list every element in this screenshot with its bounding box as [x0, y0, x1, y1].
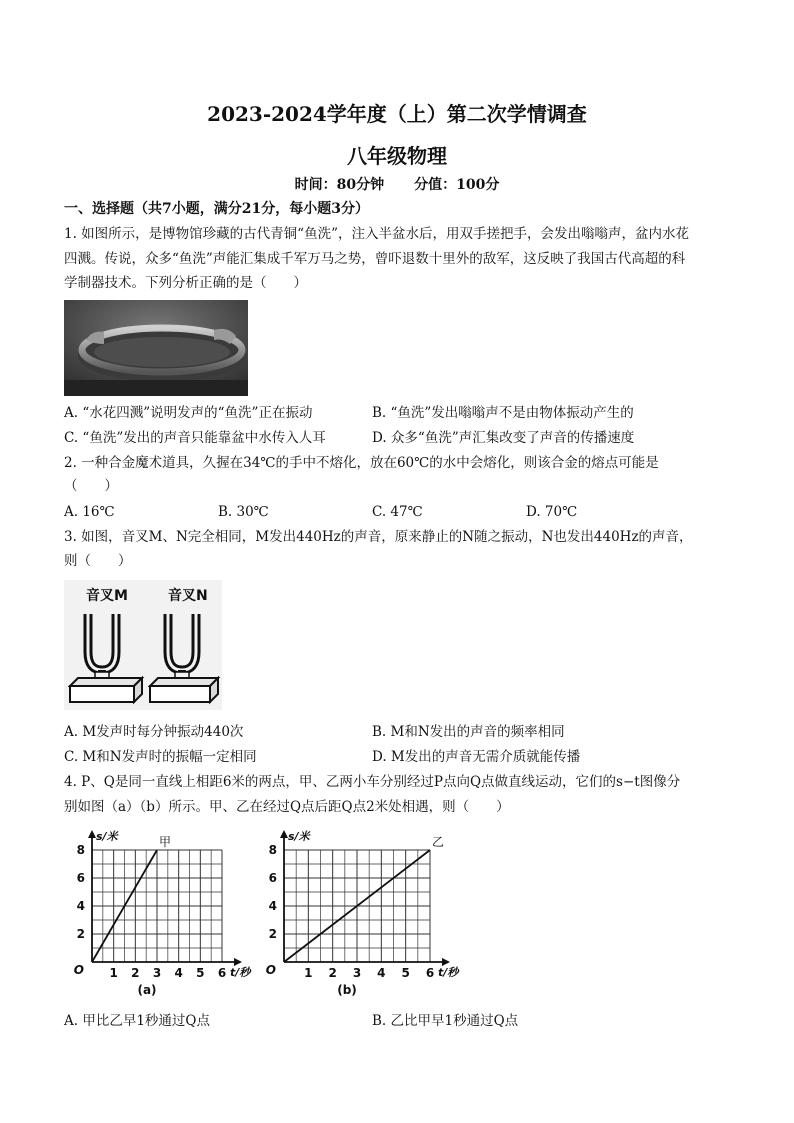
q2-line-1: 2. 一种合金魔术道具，久握在34℃的手中不熔化，放在60℃的水中会熔化，则该合金的熔点可能是 — [64, 455, 659, 471]
x-tick-label: 5 — [196, 966, 205, 980]
q3-option-b[interactable]: B. M和N发出的声音的频率相同 — [372, 724, 565, 740]
y-axis-arrow — [88, 830, 96, 838]
fork-m-label: 音叉M — [86, 588, 128, 604]
origin-label: O — [73, 963, 84, 977]
x-tick-label: 6 — [425, 966, 435, 980]
x-tick-label: 4 — [174, 966, 183, 980]
y-tick-label: 8 — [76, 843, 85, 857]
q1-line-2: 四溅。传说，众多“鱼洗”声能汇集成千军万马之势，曾吓退数十里外的敌军，这反映了我国古代高超的科 — [64, 251, 686, 267]
q4-option-b[interactable]: B. 乙比甲早1秒通过Q点 — [372, 1013, 519, 1029]
q4-line-1: 4. P、Q是同一直线上相距6米的两点，甲、乙两小车分别经过P点向Q点做直线运动，它们的s−t图像分 — [64, 774, 681, 790]
series-label: 甲 — [159, 835, 172, 849]
y-tick-label: 2 — [268, 927, 277, 941]
q3-line-2: 则（ ） — [64, 553, 132, 569]
y-axis-label: s/米 — [288, 830, 310, 843]
grid — [92, 850, 222, 962]
time-label: 时间：80分钟 — [294, 177, 385, 193]
q3-line-1: 3. 如图，音叉M、N完全相同，M发出440Hz的声音，原来静止的N随之振动，N也发出440Hz的声音， — [64, 529, 693, 545]
exam-subject: 八年级物理 — [347, 144, 447, 168]
x-tick-label: 1 — [109, 966, 118, 980]
q1-option-a[interactable]: A. “水花四溅”说明发声的“鱼洗”正在振动 — [64, 405, 313, 421]
q4-option-a[interactable]: A. 甲比乙早1秒通过Q点 — [64, 1013, 210, 1029]
q4-line-2: 别如图（a）（b）所示。甲、乙在经过Q点后距Q点2米处相遇，则（ ） — [64, 799, 510, 815]
x-tick-label: 2 — [328, 966, 337, 980]
q1-line-3: 学制器技术。下列分析正确的是（ ） — [64, 275, 307, 291]
x-axis-label: t/秒 — [230, 966, 251, 979]
chart-caption: (a) — [137, 983, 157, 997]
st-graph-b — [258, 826, 470, 998]
x-axis-label: t/秒 — [438, 966, 459, 979]
y-tick-label: 4 — [76, 899, 85, 913]
x-tick-label: 5 — [401, 966, 410, 980]
origin-label: O — [265, 963, 276, 977]
q2-option-c[interactable]: C. 47℃ — [372, 504, 423, 520]
fork-n-label: 音叉N — [168, 588, 208, 604]
st-graph-a — [66, 826, 251, 998]
exam-meta — [0, 174, 794, 194]
tuning-forks-figure — [64, 580, 222, 710]
x-tick-label: 6 — [217, 966, 227, 980]
q2-option-b[interactable]: B. 30℃ — [218, 504, 269, 520]
q1-option-b[interactable]: B. “鱼洗”发出嗡嗡声不是由物体振动产生的 — [372, 405, 634, 421]
score-label: 分值：100分 — [414, 177, 500, 193]
q2-option-d[interactable]: D. 70℃ — [526, 504, 578, 520]
q3-option-c[interactable]: C. M和N发声时的振幅一定相同 — [64, 749, 257, 765]
chart-caption: (b) — [337, 983, 357, 997]
q2-option-a[interactable]: A. 16℃ — [64, 504, 115, 520]
series-label: 乙 — [432, 835, 445, 849]
bronze-basin-photo — [64, 300, 248, 396]
section-heading: 一、选择题（共7小题，满分21分，每小题3分） — [64, 201, 369, 217]
y-tick-label: 8 — [268, 843, 277, 857]
exam-title: 2023-2024学年度（上）第二次学情调查 — [207, 102, 587, 126]
x-tick-label: 1 — [304, 966, 313, 980]
q1-line-1: 1. 如图所示，是博物馆珍藏的古代青铜“鱼洗”，注入半盆水后，用双手搓把手，会发出嗡嗡声，盆内水花 — [64, 226, 689, 242]
y-tick-label: 2 — [76, 927, 85, 941]
y-axis-arrow — [280, 830, 288, 838]
q3-option-a[interactable]: A. M发声时每分钟振动440次 — [64, 724, 244, 740]
q1-option-d[interactable]: D. 众多“鱼洗”声汇集改变了声音的传播速度 — [372, 430, 635, 446]
x-axis-arrow — [442, 958, 450, 966]
q2-line-2: （ ） — [64, 478, 118, 494]
y-axis-label: s/米 — [96, 830, 118, 843]
y-tick-label: 6 — [268, 871, 277, 885]
q1-option-c[interactable]: C. “鱼洗”发出的声音只能靠盆中水传入人耳 — [64, 430, 326, 446]
q3-option-d[interactable]: D. M发出的声音无需介质就能传播 — [372, 749, 581, 765]
x-tick-label: 3 — [352, 966, 362, 980]
x-tick-label: 4 — [377, 966, 386, 980]
x-tick-label: 3 — [152, 966, 162, 980]
x-axis-arrow — [234, 958, 242, 966]
x-tick-label: 2 — [131, 966, 140, 980]
y-tick-label: 6 — [76, 871, 85, 885]
y-tick-label: 4 — [268, 899, 277, 913]
